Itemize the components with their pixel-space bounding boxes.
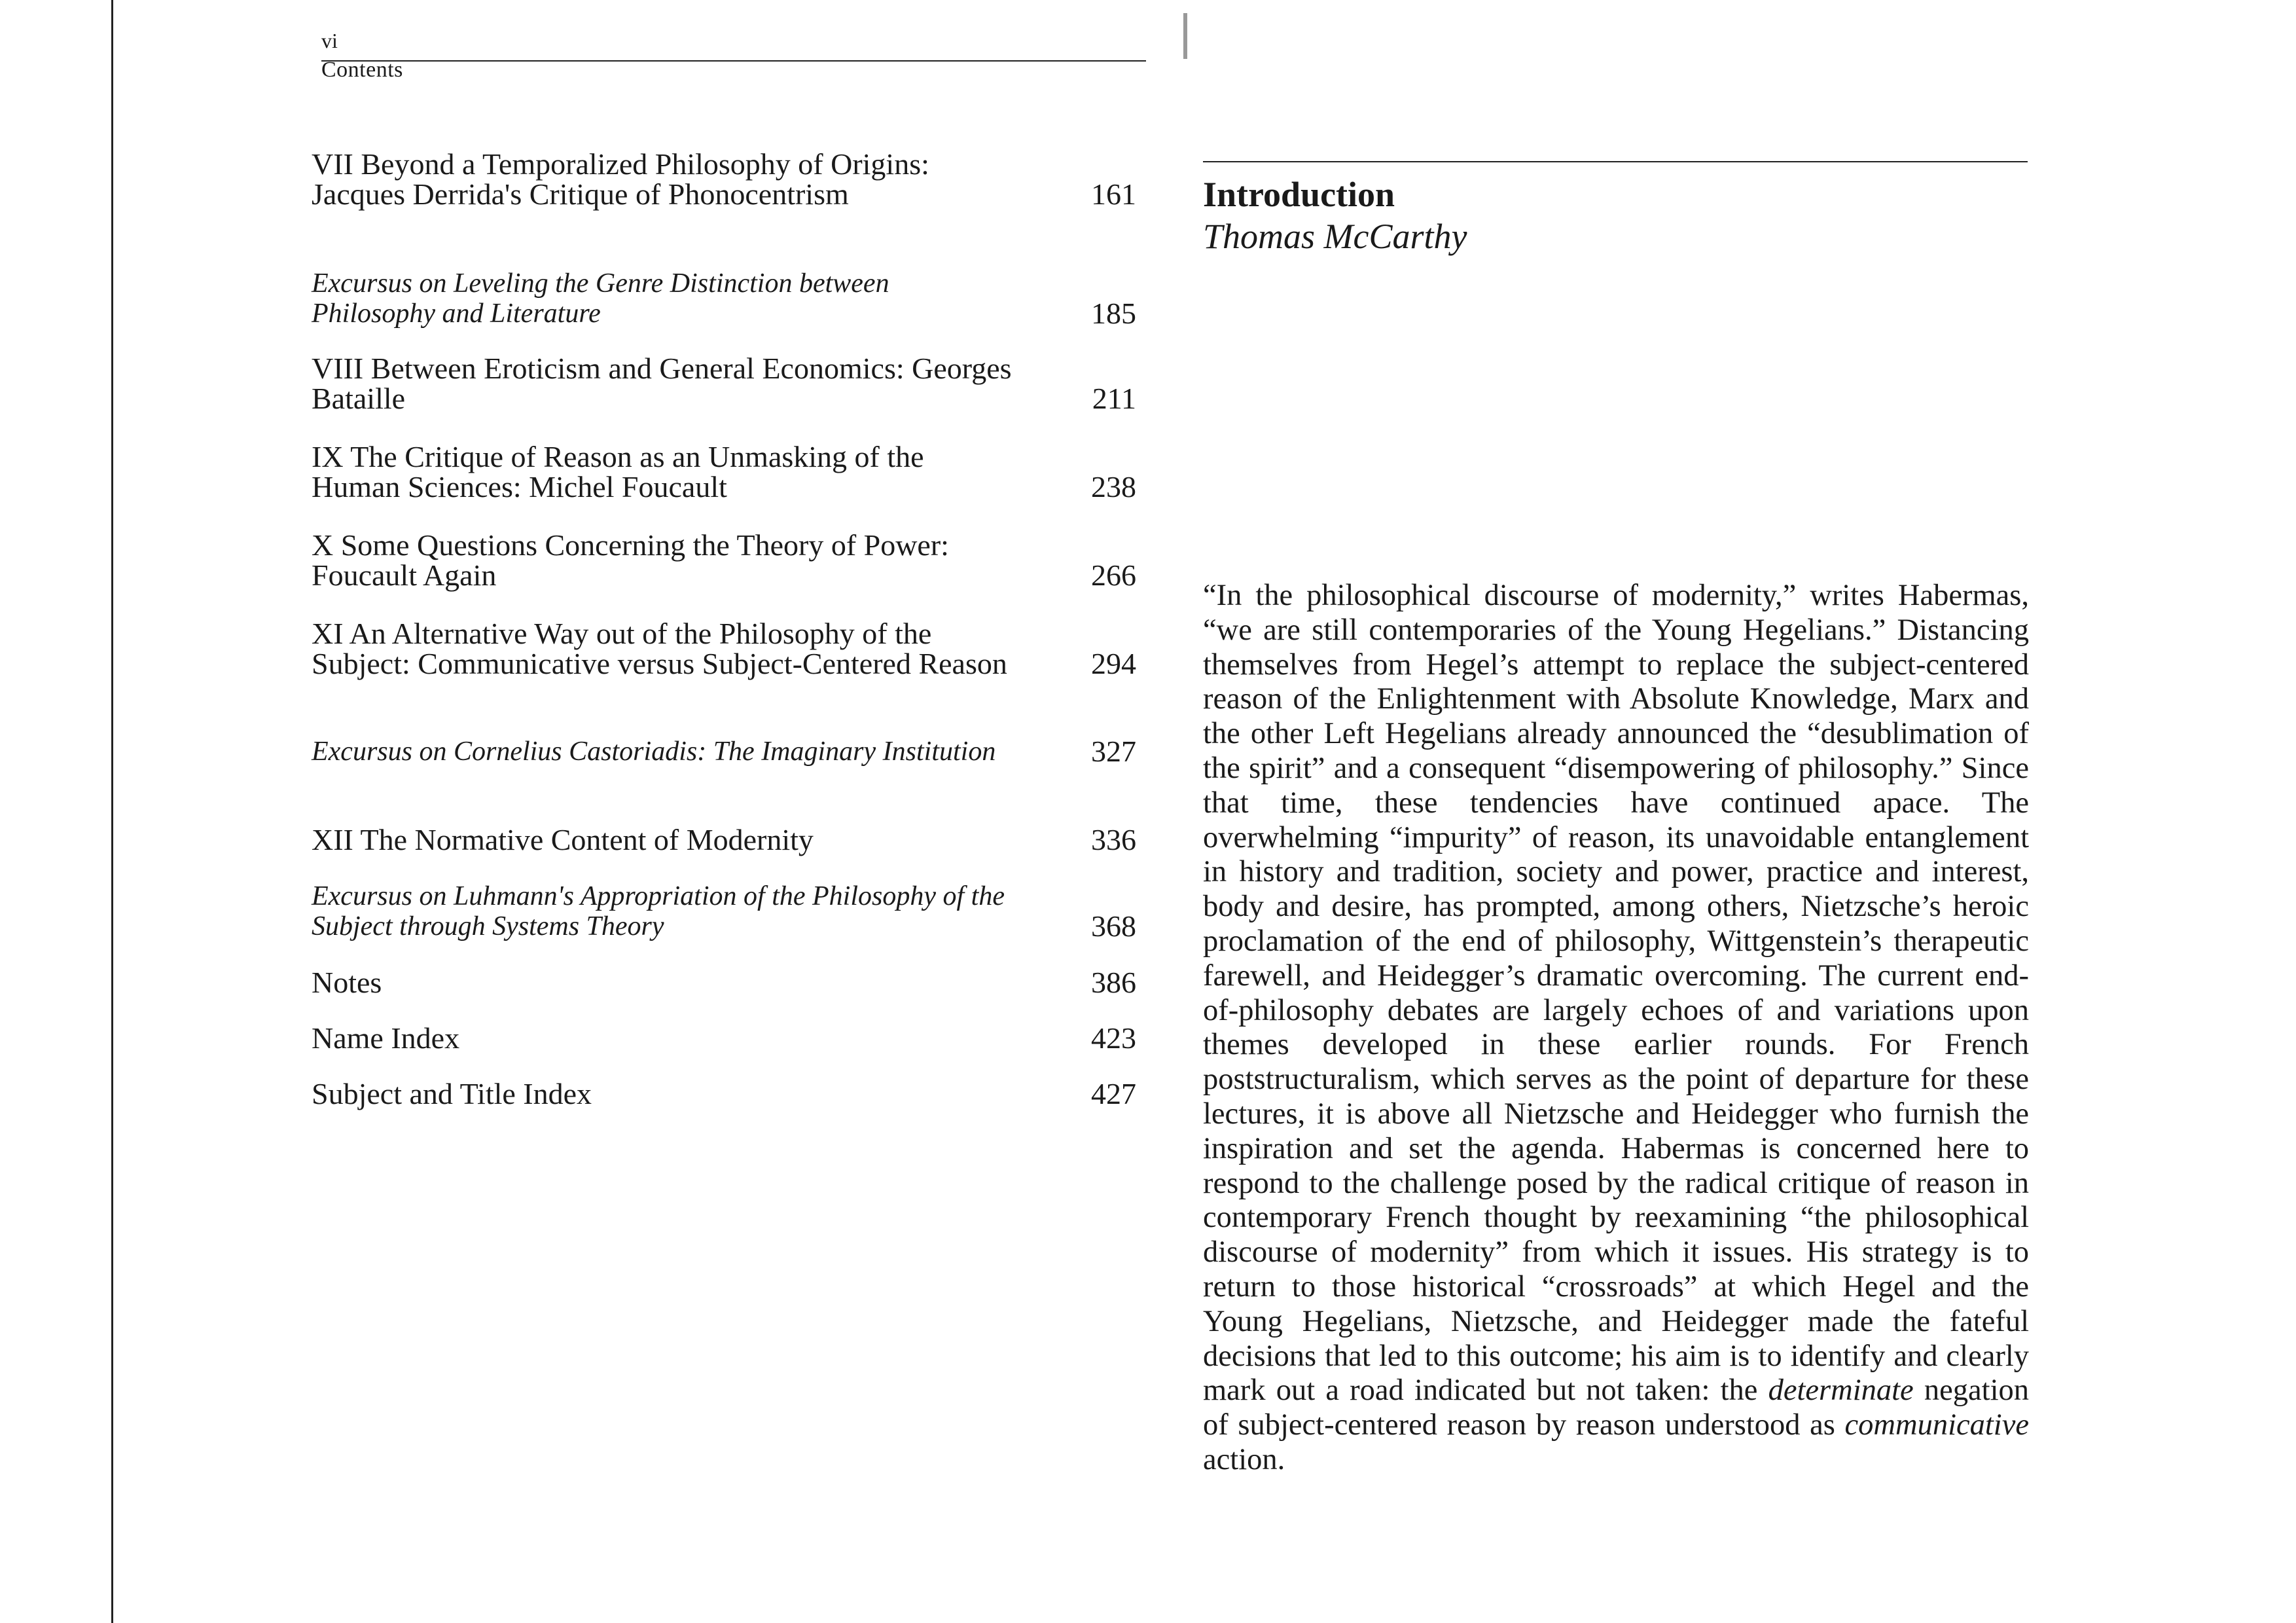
toc-title: Notes xyxy=(312,966,382,999)
toc-entry xyxy=(312,268,1136,329)
toc-title: Subject and Title Index xyxy=(312,1077,592,1110)
toc-title: Excursus on Leveling the Genre Distinction between Philosophy and Literature xyxy=(312,268,889,329)
toc-title: Excursus on Luhmann's Appropriation of the Philosophy of the Subject through Systems Theory xyxy=(312,881,1005,941)
page-number: vi xyxy=(321,29,338,52)
toc-entry xyxy=(312,1023,1136,1053)
toc-page: 427 xyxy=(1091,1077,1136,1110)
toc-page: 294 xyxy=(1091,647,1136,680)
header-rule xyxy=(321,60,1146,62)
toc-page: 423 xyxy=(1091,1021,1136,1055)
toc-page: 161 xyxy=(1091,177,1136,211)
intro-rule xyxy=(1203,161,2028,162)
toc-entry xyxy=(312,737,1136,767)
body-text: action. xyxy=(1203,1442,1285,1476)
toc-entry xyxy=(312,354,1136,414)
scan-speck xyxy=(1183,13,1187,59)
toc-entry xyxy=(312,968,1136,998)
toc-page: 185 xyxy=(1091,297,1136,330)
toc-page: 266 xyxy=(1091,558,1136,592)
toc-title: Name Index xyxy=(312,1021,460,1055)
body-text: negation of subject-centered reason by reason understood as xyxy=(1203,1374,2029,1442)
toc-page: 386 xyxy=(1091,966,1136,999)
toc-page: 211 xyxy=(1092,382,1136,415)
toc-entry xyxy=(312,149,1136,210)
toc-title: VII Beyond a Temporalized Philosophy of Origins: Jacques Derrida's Critique of Phonocentrism xyxy=(312,147,929,211)
intro-title: Introduction xyxy=(1203,175,1395,214)
binding-gutter-line xyxy=(111,0,113,1623)
body-emphasis: determinate xyxy=(1768,1374,1914,1408)
toc-page: 327 xyxy=(1091,735,1136,768)
toc-entry xyxy=(312,530,1136,591)
toc-page: 238 xyxy=(1091,470,1136,503)
toc-title: XI An Alternative Way out of the Philosophy of the Subject: Communicative versus Subject-Centered Reason xyxy=(312,617,1007,680)
toc-entry xyxy=(312,881,1136,941)
toc-entry xyxy=(312,619,1136,679)
toc-entry xyxy=(312,1079,1136,1109)
toc-entry xyxy=(312,825,1136,855)
toc-title: IX The Critique of Reason as an Unmasking of the Human Sciences: Michel Foucault xyxy=(312,440,924,503)
toc-page: 336 xyxy=(1091,823,1136,856)
toc-entry xyxy=(312,442,1136,502)
intro-author: Thomas McCarthy xyxy=(1203,217,1467,256)
toc-title: Excursus on Cornelius Castoriadis: The Imaginary Institution xyxy=(312,737,996,767)
toc-title: XII The Normative Content of Modernity xyxy=(312,823,814,856)
body-emphasis: communicative xyxy=(1844,1408,2029,1442)
toc-page: 368 xyxy=(1091,909,1136,943)
body-text: “In the philosophical discourse of modernity,” writes Habermas, “we are still contemporaries of the Young Hegelians.” Distancing themselves from Hegel’s attempt to replace the subject-centered reason of the Enlightenment with Absolute Knowledge, Marx and the other Left Hegelians already announced the “desublimation of the spirit” and a consequent “disempowering of philosophy.” Since that time, these tendencies have continued apace. The overwhelming “impurity” of reason, its unavoidable entanglement in history and tradition, society and power, practice and interest, body and desire, has prompted, among others, Nietzsche’s heroic proclamation of the end of philosophy, Wittgenstein’s therapeutic farewell, and Heidegger’s dramatic overcoming. The current end-of-philosophy debates are largely echoes of and variations upon themes developed in these earlier rounds. For French poststructuralism, which serves as the point of departure for these lectures, it is above all Nietzsche and Heidegger who furnish the inspiration and set the agenda. Habermas is concerned here to respond to the challenge posed by the radical critique of reason in contemporary French thought by reexamining “the philosophical discourse of modernity” from which it issues. His strategy is to return to those historical “crossroads” at which Hegel and the Young Hegelians, Nietzsche, and Heidegger made the fateful decisions that led to this outcome; his aim is to identify and clearly mark out a road indicated but not taken: the xyxy=(1203,579,2029,1408)
toc-title: VIII Between Eroticism and General Economics: Georges Bataille xyxy=(312,352,1012,415)
toc-title: X Some Questions Concerning the Theory of Power: Foucault Again xyxy=(312,528,949,592)
running-head: Contents xyxy=(321,58,403,82)
intro-body xyxy=(1203,579,2029,1478)
